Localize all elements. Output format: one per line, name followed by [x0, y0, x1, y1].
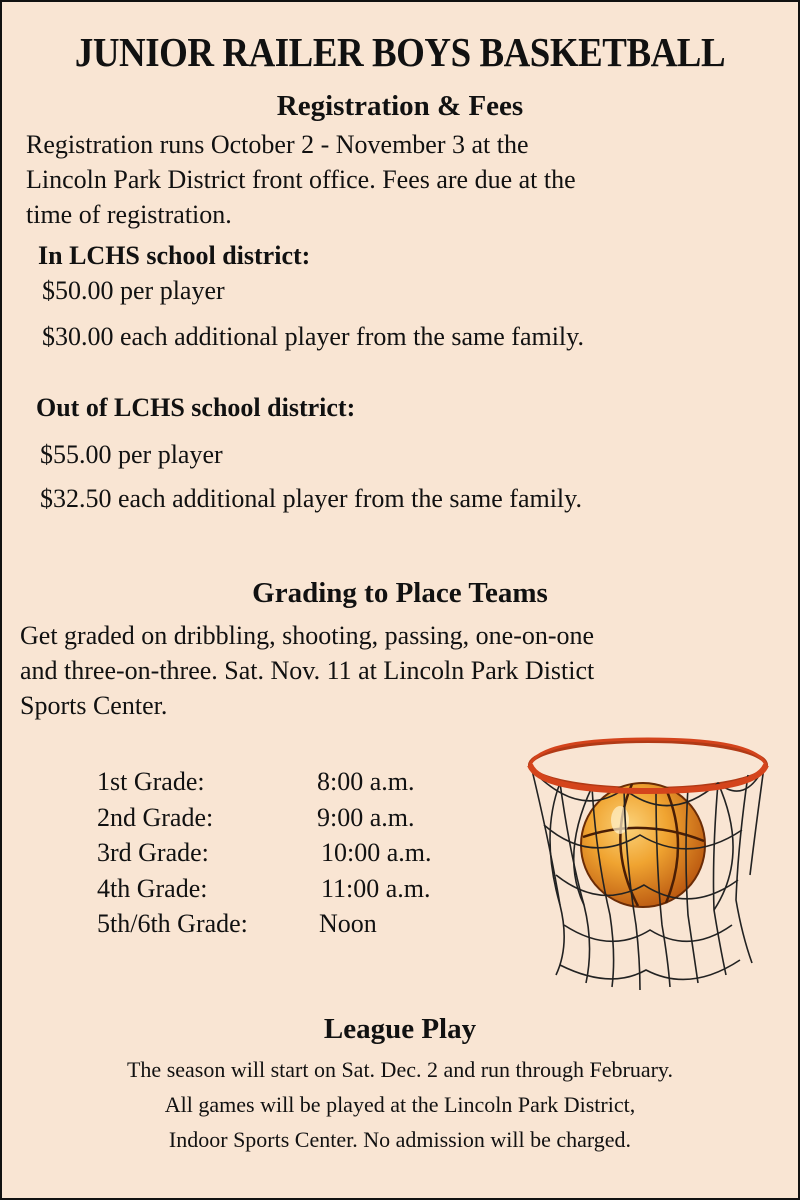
schedule-grade: 3rd Grade:: [97, 838, 209, 867]
schedule-grade: 4th Grade:: [97, 873, 208, 903]
schedule-time: 9:00 a.m.: [317, 802, 415, 832]
schedule-grade: 2nd Grade:: [97, 802, 214, 832]
registration-line: Registration runs October 2 - November 3 at the: [26, 130, 529, 159]
schedule-time: 11:00 a.m.: [321, 873, 431, 903]
in-district-fee-per-player: $50.00 per player: [42, 276, 225, 305]
grading-line: Sports Center.: [20, 691, 168, 720]
schedule-time: Noon: [319, 909, 377, 938]
out-district-fee-per-player: $55.00 per player: [40, 440, 223, 469]
out-district-label: Out of LCHS school district:: [36, 393, 356, 422]
league-text: [0, 1052, 800, 1157]
league-line: The season will start on Sat. Dec. 2 and run through February.: [126, 1057, 673, 1082]
basketball-hoop-icon: [520, 725, 780, 995]
registration-line: Lincoln Park District front office. Fees are due at the: [26, 165, 576, 194]
out-district-fee-additional: $32.50 each additional player from the same family.: [40, 484, 582, 513]
schedule-time: 8:00 a.m.: [317, 767, 415, 796]
schedule-grade: 1st Grade:: [97, 767, 205, 796]
grading-schedule-grades: [97, 764, 248, 942]
league-line: Indoor Sports Center. No admission will be charged.: [168, 1127, 632, 1152]
in-district-fee-additional: $30.00 each additional player from the same family.: [42, 322, 584, 351]
league-line: All games will be played at the Lincoln Park District,: [164, 1092, 636, 1117]
registration-text: [26, 127, 576, 232]
grading-text: [20, 618, 594, 723]
grading-line: Get graded on dribbling, shooting, passing, one-on-one: [20, 621, 595, 650]
grading-heading: Grading to Place Teams: [252, 577, 548, 609]
schedule-time: 10:00 a.m.: [321, 838, 432, 867]
registration-heading: Registration & Fees: [276, 90, 524, 122]
schedule-grade: 5th/6th Grade:: [97, 909, 248, 938]
grading-line: and three-on-three. Sat. Nov. 11 at Lincoln Park Distict: [20, 656, 595, 685]
grading-schedule-times: [317, 764, 432, 942]
in-district-label: In LCHS school district:: [38, 241, 311, 270]
league-heading: League Play: [323, 1013, 477, 1045]
registration-line: time of registration.: [26, 200, 232, 229]
page-title: JUNIOR RAILER BOYS BASKETBALL: [74, 29, 726, 75]
